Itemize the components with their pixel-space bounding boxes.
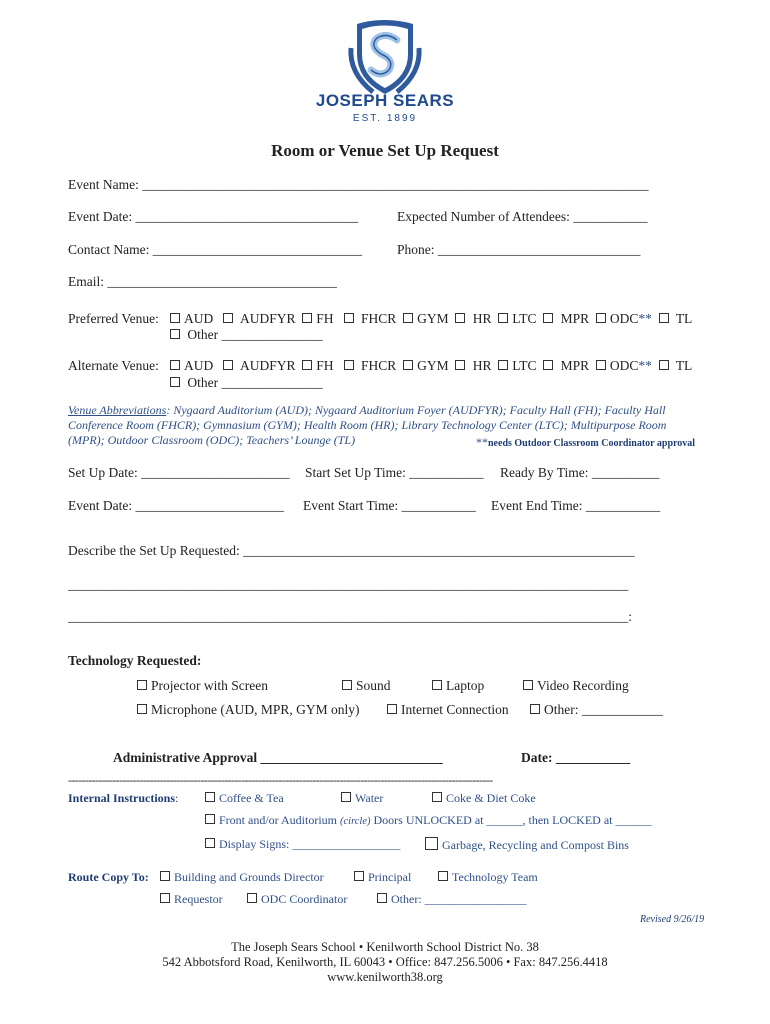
tech-sound[interactable]: Sound (342, 678, 391, 694)
administrative-approval-field[interactable]: Administrative Approval ___________________________ (113, 750, 443, 765)
checkbox-icon[interactable] (498, 360, 508, 370)
phone-field[interactable]: Phone: ______________________________ (397, 242, 641, 257)
shield-crest-icon (345, 18, 425, 98)
checkbox-icon[interactable] (432, 792, 442, 802)
checkbox-icon[interactable] (170, 313, 180, 323)
venue-abbreviations-line3: (MPR); Outdoor Classroom (ODC); Teachers’ Lounge (TL) (68, 433, 356, 447)
logo-name: JOSEPH SEARS (315, 91, 455, 110)
tech-internet[interactable]: Internet Connection (387, 702, 509, 718)
tech-microphone[interactable]: Microphone (AUD, MPR, GYM only) (137, 702, 360, 718)
route-odc-coordinator[interactable]: ODC Coordinator (247, 892, 347, 907)
tech-video-recording[interactable]: Video Recording (523, 678, 629, 694)
checkbox-icon[interactable] (498, 313, 508, 323)
start-setup-time-field[interactable]: Start Set Up Time: ___________ (305, 465, 484, 480)
checkbox-icon[interactable] (425, 837, 438, 850)
alt-venue-checkbox-hr[interactable]: HR (455, 358, 491, 373)
preferred-venue-label: Preferred Venue: (68, 311, 159, 326)
technology-heading: Technology Requested: (68, 653, 202, 668)
footer-website-link[interactable]: www.kenilworth38.org (327, 970, 443, 984)
email-field[interactable]: Email: __________________________________ (68, 274, 337, 289)
alt-venue-checkbox-audfyr[interactable]: AUDFYR (223, 358, 295, 373)
checkbox-icon[interactable] (205, 814, 215, 824)
venue-checkbox-fh[interactable]: FH (302, 311, 333, 326)
venue-abbreviations-line2: Conference Room (FHCR); Gymnasium (GYM); Health Room (HR); Library Technology Center (LTC); Multipurpose Room (68, 418, 667, 432)
abbreviations-text-1: : Nygaard Auditorium (AUD); Nygaard Auditorium Foyer (AUDFYR); Faculty Hall (FH); Faculty Hall (166, 403, 666, 417)
alt-venue-checkbox-fhcr[interactable]: FHCR (344, 358, 397, 373)
route-principal[interactable]: Principal (354, 870, 411, 885)
alt-venue-checkbox-gym[interactable]: GYM (403, 358, 449, 373)
route-requestor[interactable]: Requestor (160, 892, 223, 907)
checkbox-icon[interactable] (403, 360, 413, 370)
alt-venue-checkbox-mpr[interactable]: MPR (543, 358, 589, 373)
route-technology-team[interactable]: Technology Team (438, 870, 538, 885)
revised-date: Revised 9/26/19 (640, 914, 705, 925)
checkbox-icon[interactable] (223, 313, 233, 323)
alt-venue-checkbox-aud[interactable]: AUD (170, 358, 213, 373)
checkbox-icon[interactable] (205, 838, 215, 848)
checkbox-icon[interactable] (523, 680, 533, 690)
route-other[interactable]: Other: _________________ (377, 892, 527, 907)
checkbox-icon[interactable] (377, 893, 387, 903)
venue-checkbox-ltc[interactable]: LTC (498, 311, 536, 326)
checkbox-icon[interactable] (403, 313, 413, 323)
checkbox-icon[interactable] (302, 360, 312, 370)
checkbox-icon[interactable] (344, 313, 354, 323)
alt-venue-checkbox-ltc[interactable]: LTC (498, 358, 536, 373)
describe-line-3[interactable]: ___________________________________________________________________________________: (68, 609, 633, 624)
alt-venue-checkbox-odc[interactable]: ODC** (596, 358, 652, 373)
event-date-field-2[interactable]: Event Date: ______________________ (68, 498, 284, 513)
footer-line-1: The Joseph Sears School • Kenilworth School District No. 38 (231, 940, 539, 954)
checkbox-icon[interactable] (543, 313, 553, 323)
internal-coke[interactable]: Coke & Diet Coke (432, 791, 536, 806)
checkbox-icon[interactable] (170, 360, 180, 370)
venue-checkbox-gym[interactable]: GYM (403, 311, 449, 326)
describe-setup-field[interactable]: Describe the Set Up Requested: __________________________________________________________ (68, 543, 635, 558)
venue-checkbox-audfyr[interactable]: AUDFYR (223, 311, 295, 326)
checkbox-icon[interactable] (205, 792, 215, 802)
venue-abbreviations-line1 (68, 403, 666, 418)
tech-laptop[interactable]: Laptop (432, 678, 484, 694)
setup-date-field[interactable]: Set Up Date: ______________________ (68, 465, 290, 480)
approval-date-field[interactable]: Date: ___________ (521, 750, 631, 765)
tech-other[interactable]: Other: ____________ (530, 702, 663, 718)
checkbox-icon[interactable] (160, 871, 170, 881)
checkbox-icon[interactable] (354, 871, 364, 881)
checkbox-icon[interactable] (341, 792, 351, 802)
checkbox-icon[interactable] (530, 704, 540, 714)
checkbox-icon[interactable] (170, 329, 180, 339)
abbreviations-heading: Venue Abbreviations (68, 403, 167, 417)
internal-water[interactable]: Water (341, 791, 383, 806)
venue-checkbox-aud[interactable]: AUD (170, 311, 213, 326)
event-end-time-field[interactable]: Event End Time: ___________ (491, 498, 661, 513)
footer-line-2: 542 Abbotsford Road, Kenilworth, IL 60043 • Office: 847.256.5006 • Fax: 847.256.4418 (162, 955, 608, 969)
checkbox-icon[interactable] (302, 313, 312, 323)
venue-checkbox-hr[interactable]: HR (455, 311, 491, 326)
checkbox-icon[interactable] (170, 377, 180, 387)
alt-venue-checkbox-tl[interactable]: TL (659, 358, 693, 373)
alternate-venue-options (170, 358, 692, 374)
venue-checkbox-tl[interactable]: TL (659, 311, 693, 326)
checkbox-icon[interactable] (247, 893, 257, 903)
internal-display-signs[interactable]: Display Signs: __________________ (205, 837, 400, 852)
odc-approval-note: **needs Outdoor Classroom Coordinator approval (476, 435, 696, 449)
checkbox-icon[interactable] (596, 313, 606, 323)
attendees-field[interactable]: Expected Number of Attendees: ___________ (397, 209, 648, 224)
internal-coffee[interactable]: Coffee & Tea (205, 791, 284, 806)
checkbox-icon[interactable] (342, 680, 352, 690)
route-bgd[interactable]: Building and Grounds Director (160, 870, 324, 885)
school-logo (345, 18, 425, 98)
checkbox-icon[interactable] (659, 313, 669, 323)
internal-garbage[interactable]: Garbage, Recycling and Compost Bins (425, 837, 629, 853)
internal-doors[interactable]: Front and/or Auditorium (circle) Doors UNLOCKED at ______, then LOCKED at ______ (205, 813, 651, 828)
checkbox-icon[interactable] (432, 680, 442, 690)
checkbox-icon[interactable] (387, 704, 397, 714)
checkbox-icon[interactable] (137, 704, 147, 714)
checkbox-icon[interactable] (455, 313, 465, 323)
checkbox-icon[interactable] (223, 360, 233, 370)
alternate-venue-other[interactable]: Other _______________ (170, 375, 323, 391)
section-divider: ----------------------------------------------------------------------------------------------------------------------------- (68, 773, 493, 787)
venue-checkbox-mpr[interactable]: MPR (543, 311, 589, 326)
checkbox-icon[interactable] (455, 360, 465, 370)
venue-checkbox-fhcr[interactable]: FHCR (344, 311, 397, 326)
internal-instructions-label: Internal Instructions: (68, 791, 179, 805)
event-date-field[interactable]: Event Date: _________________________________ (68, 209, 359, 224)
checkbox-icon[interactable] (137, 680, 147, 690)
checkbox-icon[interactable] (596, 360, 606, 370)
checkbox-icon[interactable] (543, 360, 553, 370)
event-name-field[interactable]: Event Name: ___________________________________________________________________________ (68, 177, 649, 192)
checkbox-icon[interactable] (438, 871, 448, 881)
describe-line-2[interactable]: ___________________________________________________________________________________ (68, 577, 629, 592)
checkbox-icon[interactable] (160, 893, 170, 903)
contact-name-field[interactable]: Contact Name: _______________________________ (68, 242, 362, 257)
page-title: Room or Venue Set Up Request (271, 141, 499, 160)
checkbox-icon[interactable] (344, 360, 354, 370)
checkbox-icon[interactable] (659, 360, 669, 370)
tech-projector[interactable]: Projector with Screen (137, 678, 268, 694)
venue-checkbox-odc[interactable]: ODC** (596, 311, 652, 326)
preferred-venue-options (170, 311, 692, 327)
preferred-venue-other[interactable]: Other _______________ (170, 327, 323, 343)
logo-est: EST. 1899 (352, 113, 418, 124)
event-start-time-field[interactable]: Event Start Time: ___________ (303, 498, 476, 513)
route-copy-label: Route Copy To: (68, 870, 149, 884)
ready-by-time-field[interactable]: Ready By Time: __________ (500, 465, 660, 480)
alt-venue-checkbox-fh[interactable]: FH (302, 358, 333, 373)
alternate-venue-label: Alternate Venue: (68, 358, 159, 373)
